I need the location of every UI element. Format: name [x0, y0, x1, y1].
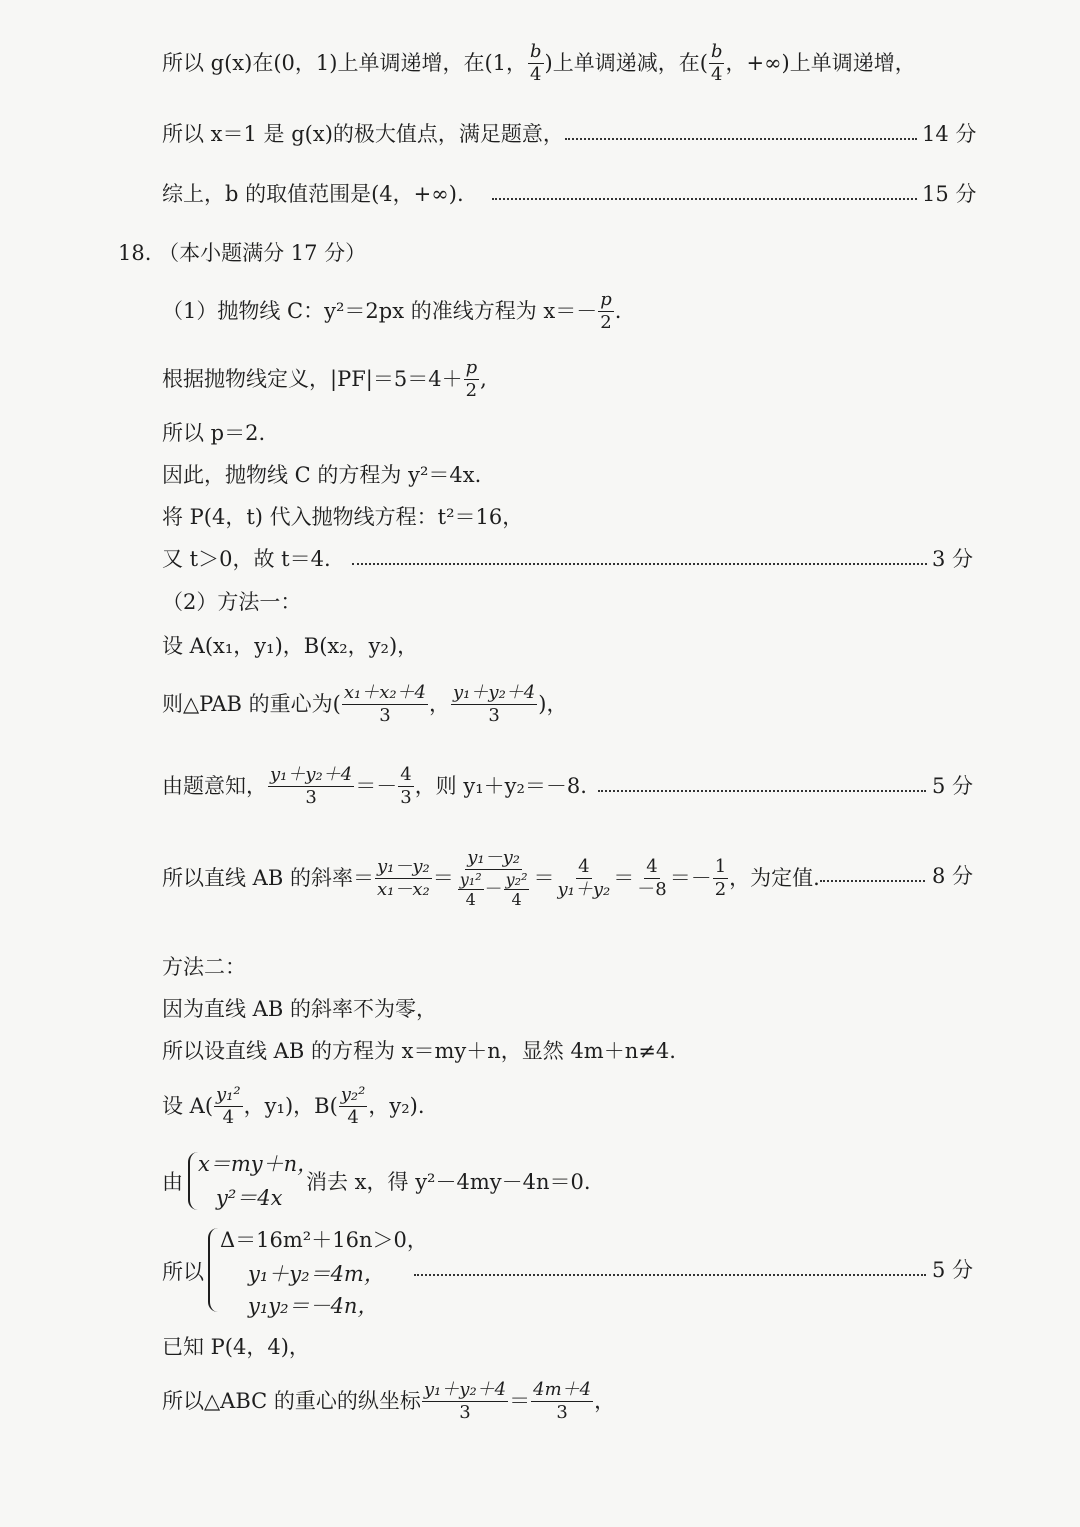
line-centroid [162, 683, 567, 726]
fraction [451, 683, 537, 726]
line-directrix [162, 290, 621, 333]
fraction [464, 358, 480, 401]
denominator: 4 [530, 63, 542, 85]
text-segment: 所以 x＝1 是 g(x)的极大值点，满足题意， [162, 122, 564, 146]
denominator: 2 [600, 311, 612, 333]
line-substitute-p [162, 507, 523, 528]
fraction [709, 42, 725, 85]
numerator: 1 [714, 856, 727, 878]
score-label: 8 分 [932, 864, 974, 888]
line-definition [162, 358, 487, 401]
numerator: p [600, 289, 612, 310]
system-equation-3: y₁y₂＝－4n， [248, 1294, 379, 1318]
denominator: 3 [488, 704, 500, 726]
text-segment: 因为直线 AB 的斜率不为零， [162, 997, 437, 1021]
text-segment: ， [429, 691, 451, 716]
text-segment: ＝－ [669, 865, 712, 890]
system-prefix: 由 [162, 1170, 183, 1194]
dotted-leader [492, 196, 917, 200]
score-label: 15 分 [922, 182, 977, 206]
text-segment: ＝ [432, 865, 454, 890]
numerator: y₁－y₂ [467, 847, 520, 868]
text-segment: ＝ [533, 865, 555, 890]
denominator: 3 [305, 786, 317, 808]
fraction [375, 857, 432, 900]
fraction [635, 857, 668, 900]
denominator: 3 [459, 1401, 471, 1423]
question-header [118, 243, 366, 264]
dotted-leader [414, 1272, 926, 1276]
numerator: y₁＋y₂＋4 [453, 682, 536, 703]
denominator: 2 [465, 379, 478, 401]
numerator: y₁² [459, 869, 482, 889]
text-segment: 设 A(x₁，y₁)，B(x₂，y₂)， [162, 634, 419, 658]
compound-denominator [455, 870, 533, 909]
numerator: y₁＋y₂＋4 [423, 1379, 507, 1400]
fraction [713, 857, 728, 900]
denominator: 4 [710, 63, 723, 85]
fraction [504, 871, 530, 909]
denominator: 3 [400, 786, 412, 808]
line-eliminate: 消去 x，得 y²－4my－4n＝0. [306, 1170, 591, 1194]
line-t-value [162, 549, 331, 570]
denominator: 4 [347, 1106, 359, 1128]
text-segment: 根据抛物线定义，|PF|＝5＝4＋ [162, 366, 463, 391]
denominator: x₁－x₂ [376, 878, 430, 900]
system-equation-2: y₁＋y₂＝4m， [248, 1262, 385, 1286]
dotted-leader [565, 136, 917, 140]
numerator: x₁＋x₂＋4 [343, 682, 427, 703]
text-segment: 所以 p＝2. [162, 421, 266, 445]
text-segment: 综上，b 的取值范围是(4，+∞). [162, 182, 464, 206]
denominator: －8 [637, 878, 667, 900]
text-segment: )上单调递减，在( [544, 50, 708, 75]
text-segment: 方法二： [162, 955, 246, 979]
numerator: 4 [646, 856, 658, 878]
fraction [455, 848, 533, 909]
text-segment: 将 P(4，t) 代入抛物线方程：t²＝16， [162, 505, 524, 529]
text-segment: . [614, 298, 622, 323]
line-parabola-equation [162, 465, 481, 486]
text-segment: 设 A( [162, 1093, 214, 1118]
text-segment: ，y₁)，B( [243, 1093, 338, 1118]
denominator: 3 [379, 704, 391, 726]
left-brace [208, 1228, 218, 1312]
dotted-leader [598, 788, 926, 792]
text-segment: 因此，抛物线 C 的方程为 y²＝4x. [162, 463, 482, 487]
text-segment: ＝－ [355, 773, 398, 798]
score-label: 14 分 [922, 122, 977, 146]
system-equation-1: x＝my＋n， [198, 1152, 319, 1176]
system-equation-1: Δ＝16m²＋16n＞0， [220, 1228, 428, 1252]
numerator: b [530, 41, 542, 62]
fraction [528, 42, 544, 85]
text-segment: )， [538, 691, 568, 716]
denominator: 4 [222, 1106, 235, 1128]
denominator: 3 [556, 1401, 568, 1423]
text-segment: 由题意知， [162, 773, 267, 798]
fraction [598, 290, 614, 333]
fraction [422, 1380, 508, 1423]
text-segment: 18. （本小题满分 17 分） [118, 241, 367, 265]
line-slope [162, 848, 820, 909]
text-segment: ，y₂). [368, 1093, 425, 1118]
text-segment: 则△PAB 的重心为( [162, 691, 341, 716]
text-segment: 所以 g(x)在(0，1)上单调递增，在(1， [162, 50, 528, 75]
line-method-one [162, 592, 301, 613]
denominator: y₁＋y₂ [557, 878, 611, 900]
text-segment: 已知 P(4，4)， [162, 1335, 310, 1359]
fraction [342, 683, 428, 726]
line-set-points [162, 636, 418, 657]
dotted-leader [820, 878, 925, 882]
denominator: 4 [511, 890, 522, 910]
numerator: y₂² [505, 869, 528, 889]
numerator: y₂² [340, 1084, 366, 1105]
denominator: 4 [465, 890, 476, 910]
fraction [268, 765, 354, 808]
numerator: b [710, 41, 723, 62]
numerator: p [465, 357, 478, 378]
numerator: 4 [578, 856, 590, 878]
line-slope-nonzero [162, 999, 437, 1020]
fraction [214, 1085, 243, 1128]
line-max-point [162, 124, 564, 145]
score-label: 5 分 [932, 774, 974, 798]
dotted-leader [352, 561, 927, 565]
text-segment: ＝ [509, 1388, 531, 1413]
text-segment: 所以△ABC 的重心的纵坐标 [162, 1388, 421, 1413]
text-segment: ， [594, 1388, 616, 1413]
text-segment: , [480, 366, 487, 391]
fraction [555, 857, 612, 900]
numerator: 4m＋4 [533, 1379, 592, 1400]
text-segment: 所以直线 AB 的斜率＝ [162, 865, 374, 890]
fraction [458, 871, 484, 909]
line-centroid-y [162, 1380, 615, 1423]
line-set-points-two [162, 1085, 425, 1128]
line-p-value [162, 423, 265, 444]
score-label: 3 分 [932, 547, 974, 571]
score-label: 5 分 [932, 1258, 974, 1282]
text-segment: ，为定值. [729, 865, 820, 890]
line-condition [162, 765, 587, 808]
line-monotonicity [162, 42, 916, 85]
text-segment: ＝ [613, 865, 635, 890]
text-segment: 所以设直线 AB 的方程为 x＝my＋n，显然 4m＋n≠4. [162, 1039, 676, 1063]
left-brace [188, 1152, 198, 1210]
line-conclusion [162, 184, 464, 205]
minus-sign: － [484, 878, 503, 900]
numerator: 4 [400, 764, 412, 785]
fraction [339, 1085, 368, 1128]
numerator: y₁＋y₂＋4 [270, 764, 353, 785]
line-known-p [162, 1337, 310, 1358]
denominator: 2 [714, 878, 727, 900]
numerator: y₁－y₂ [376, 856, 430, 878]
line-set-line [162, 1041, 676, 1062]
line-method-two [162, 957, 246, 978]
text-segment: （1）抛物线 C：y²＝2px 的准线方程为 x＝－ [162, 298, 598, 323]
text-segment: （2）方法一： [162, 590, 302, 614]
numerator: y₁² [216, 1084, 241, 1105]
system-equation-2: y²＝4x [216, 1186, 283, 1210]
system-prefix: 所以 [162, 1260, 204, 1284]
fraction [398, 765, 413, 808]
text-segment: 又 t＞0，故 t＝4. [162, 547, 331, 571]
text-segment: ，+∞)上单调递增， [725, 50, 916, 75]
text-segment: ，则 y₁＋y₂＝－8. [414, 773, 587, 798]
fraction [531, 1380, 593, 1423]
